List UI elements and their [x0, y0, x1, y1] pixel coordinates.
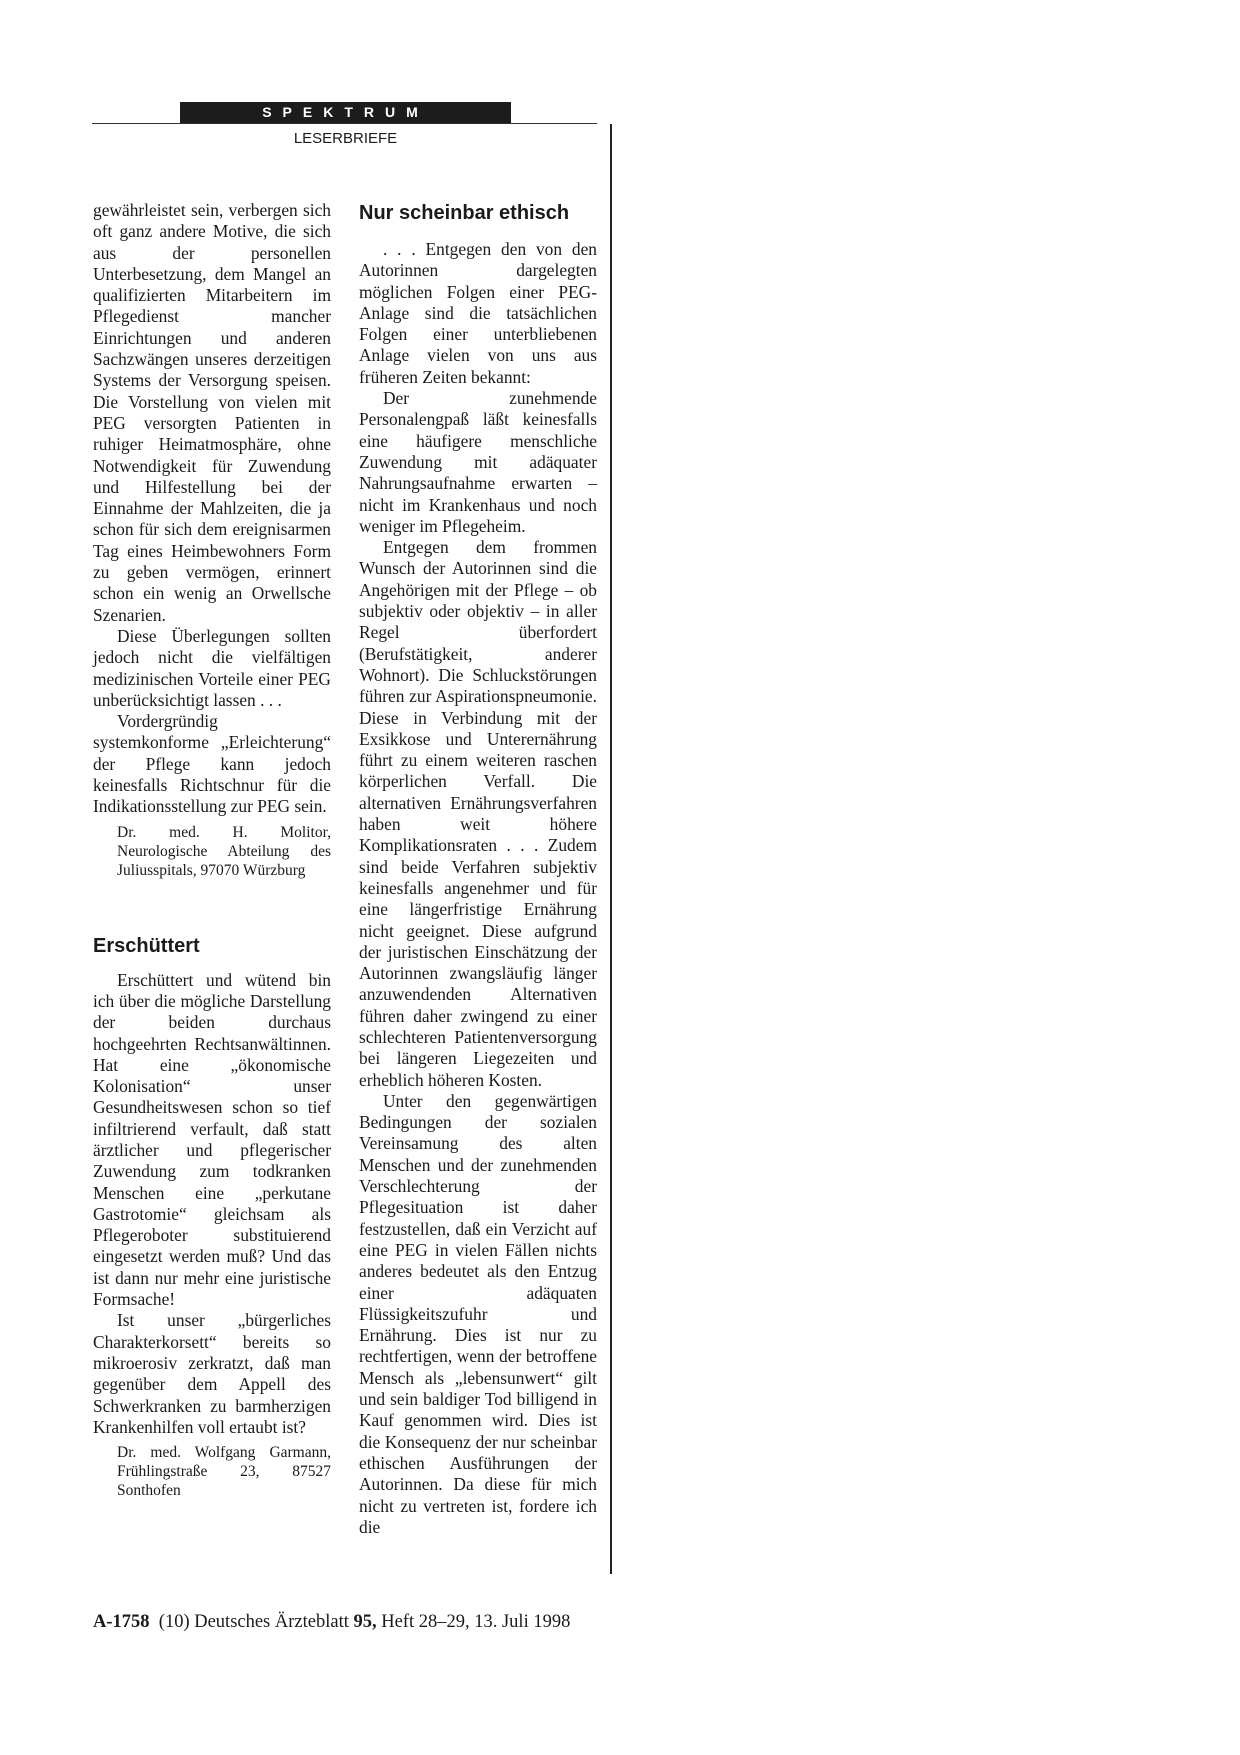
issue-date: Heft 28–29, 13. Juli 1998 [381, 1612, 571, 1632]
header-rule [92, 123, 597, 124]
paragraph: Erschüttert und wütend bin ich über die mögliche Darstellung der beiden durchaus hochgeehrten Rechtsanwältinnen. Hat eine „ökonomische Kolonisation“ unser Gesundheitswesen schon so tief infiltrierend verfault, daß statt ärztlicher und pflegerischer Zuwendung zum todkranken Menschen eine „perkutane Gastrotomie“ gleichsam als Pflegeroboter substituierend eingesetzt werden muß? Und das ist dann nur mehr eine juristische Formsache! [93, 969, 331, 1310]
paragraph: Diese Überlegungen sollten jedoch nicht die vielfältigen medizinischen Vorteile einer PEG unberücksichtigt lassen . . . [93, 625, 331, 710]
letter-heading: Erschüttert [93, 934, 200, 957]
journal-name: (10) Deutsches Ärzteblatt [158, 1612, 349, 1632]
paragraph: Unter den gegenwärtigen Bedingungen der sozialen Vereinsamung des alten Menschen und der zunehmenden Verschlechterung der Pflegesituation ist daher festzustellen, daß ein Verzicht auf eine PEG in vielen Fällen nichts anderes bedeutet als den Entzug einer adäquaten Flüssigkeitszufuhr und Ernährung. Dies ist nur zu rechtfertigen, wenn der betroffene Mensch als „lebensunwert“ gilt und sein baldiger Tod billigend in Kauf genommen wird. Dies ist die Konsequenz der nur scheinbar ethischen Ausführungen der Autorinnen. Da diese für mich nicht zu vertreten ist, fordere ich die [359, 1090, 597, 1537]
paragraph: . . . Entgegen den von den Autorinnen dargelegten möglichen Folgen einer PEG-Anlage sind die tatsächlichen Folgen einer unterbliebenen Anlage vielen von uns aus früheren Zeiten bekannt: [359, 239, 597, 387]
subsection-title: LESERBRIEFE [293, 130, 398, 147]
left-column [93, 200, 331, 1500]
paragraph: Entgegen dem frommen Wunsch der Autorinnen sind die Angehörigen mit der Pflege – ob subjektiv oder objektiv – in aller Regel überfordert (Berufstätigkeit, anderer Wohnort). Die Schluckstörungen führen zur Aspirationspneumonie. Diese in Verbindung mit der Exsikkose und Unterernährung führt zu einem weiteren raschen körperlichen Verfall. Die alternativen Ernährungsverfahren haben weit höhere Komplikationsraten . . . Zudem sind beide Verfahren subjektiv keinesfalls angenehmer und für eine längerfristige Ernährung nicht geeignet. Diese aufgrund der juristischen Einschätzung der Autorinnen zwangsläufig länger anzuwendenden Alternativen führen daher zwingend zu einer schlechteren Patientenversorgung bei längeren Liegezeiten und erheblich höheren Kosten. [359, 537, 597, 1090]
paragraph: Ist unser „bürgerliches Charakterkorsett“ bereits so mikroerosiv zerkratzt, daß man gegenüber dem Appell des Schwerkranken zu barmherzigen Krankenhilfen voll ertaubt ist? [93, 1310, 331, 1437]
volume-number: 95, [353, 1612, 377, 1632]
section-header-bar [180, 102, 511, 123]
right-column [359, 200, 597, 1538]
letter-heading: Nur scheinbar ethisch [359, 202, 570, 224]
letter-signature: Dr. med. H. Molitor, Neurologische Abteilung des Juliusspitals, 97070 Würzburg [117, 823, 331, 879]
column-rule [610, 124, 612, 1574]
paragraph: Der zunehmende Personalengpaß läßt keinesfalls eine häufigere menschliche Zuwendung mit adäquater Nahrungsaufnahme erwarten – nicht im Krankenhaus und noch weniger im Pflegeheim. [359, 388, 597, 536]
section-title: SPEKTRUM [262, 104, 429, 120]
page-footer [93, 1611, 570, 1633]
page-number: A-1758 [93, 1612, 150, 1632]
paragraph: gewährleistet sein, verbergen sich oft ganz andere Motive, die sich aus der personellen Unterbesetzung, dem Mangel an qualifizierten Mitarbeitern im Pflegedienst mancher Einrichtungen und anderen Sachzwängen unseres derzeitigen Systems der Versorgung speisen. Die Vorstellung von vielen mit PEG versorgten Patienten in ruhiger Heimatmosphäre, ohne Notwendigkeit für Zuwendung und Hilfestellung bei der Einnahme der Mahlzeiten, die ja schon für sich dem ereignisarmen Tag eines Heimbewohners Form zu geben vermögen, erinnert schon ein wenig an Orwellsche Szenarien. [93, 200, 331, 625]
paragraph: Vordergründig systemkonforme „Erleichterung“ der Pflege kann jedoch keinesfalls Richtschnur für die Indikationsstellung zur PEG sein. [93, 711, 331, 817]
letter-signature: Dr. med. Wolfgang Garmann, Frühlingstraße 23, 87527 Sonthofen [117, 1444, 331, 1500]
